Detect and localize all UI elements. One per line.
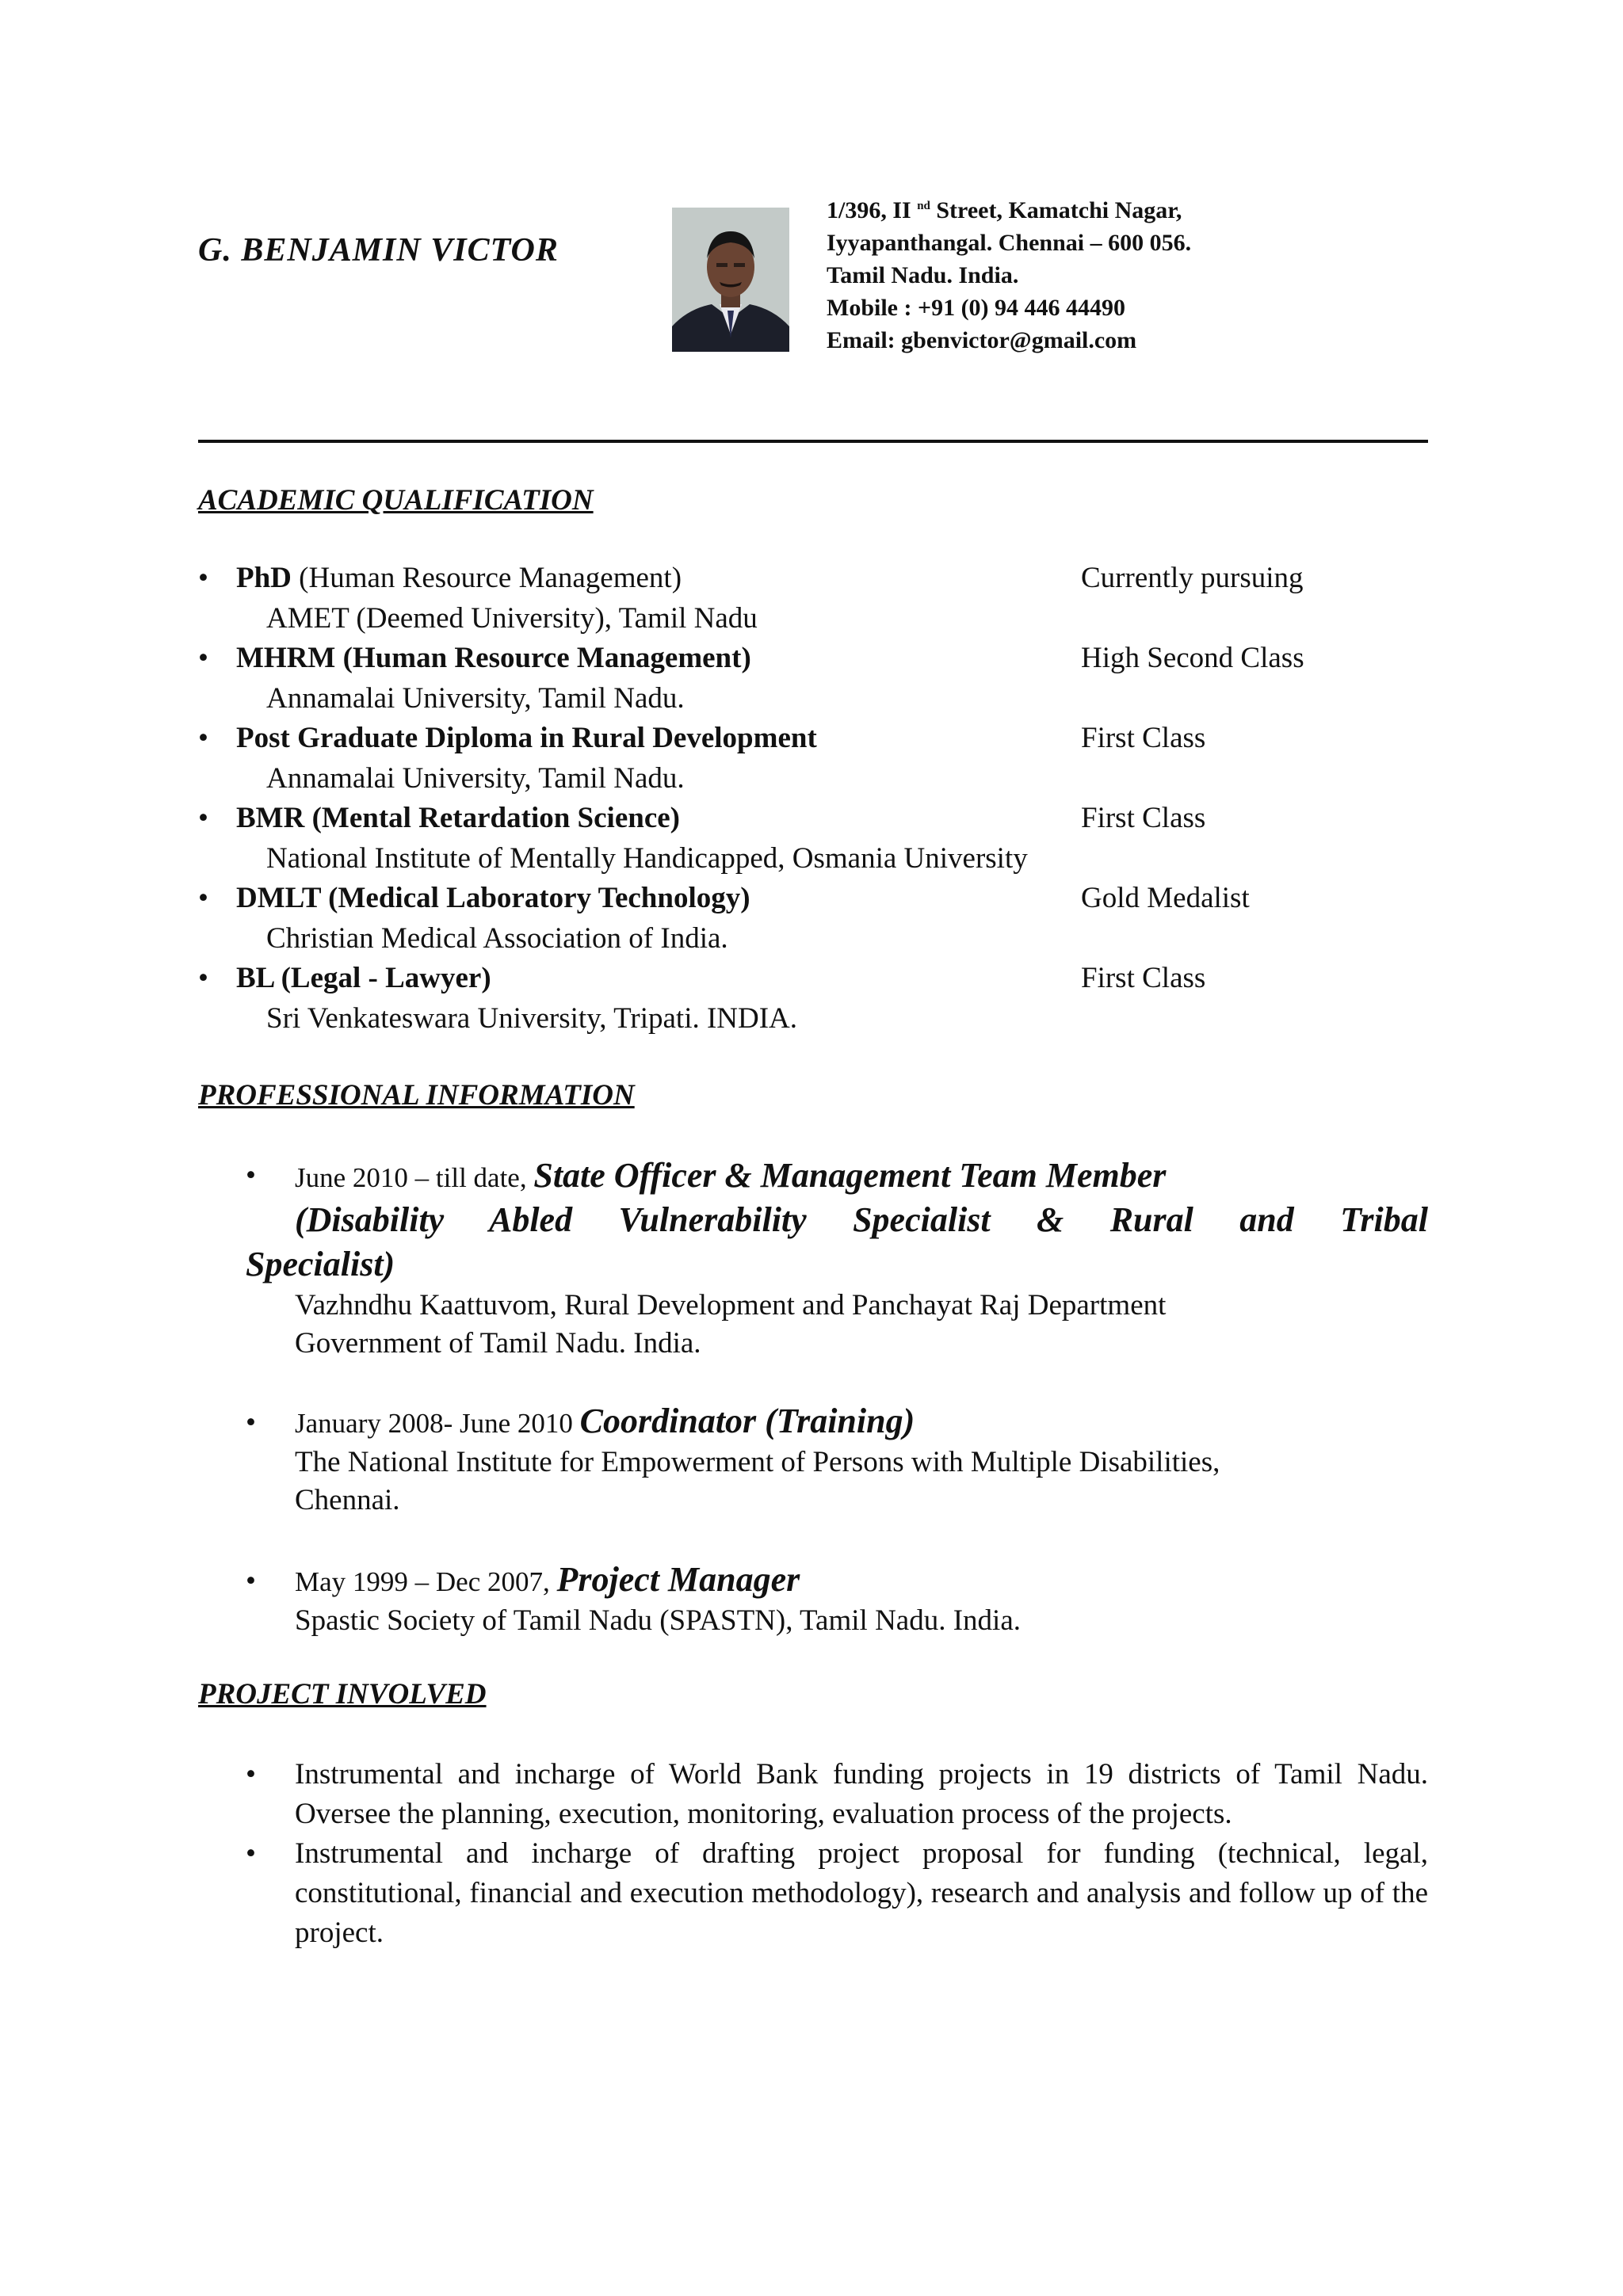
- bullet-icon: •: [246, 1406, 256, 1439]
- institution-name: Christian Medical Association of India.: [266, 921, 728, 955]
- academic-institution-row: [198, 759, 1434, 799]
- bullet-icon: •: [246, 1758, 256, 1791]
- email-address: Email: gbenvictor@gmail.com: [827, 327, 1137, 353]
- bullet-icon: •: [198, 882, 208, 914]
- academic-item: [198, 799, 1434, 839]
- job-entry: [246, 1559, 1428, 1646]
- academic-item: [198, 719, 1434, 759]
- academic-item: [198, 559, 1434, 599]
- degree-title: BMR (Mental Retardation Science): [236, 802, 681, 834]
- job-period: June 2010 – till date,: [295, 1162, 534, 1193]
- contact-block: [827, 190, 1191, 357]
- academic-list: [198, 559, 1434, 1039]
- project-item: [246, 1834, 1428, 1953]
- academic-institution-row: [198, 679, 1434, 719]
- address-line-2: Iyyapanthangal. Chennai – 600 056.: [827, 230, 1192, 256]
- bullet-icon: •: [246, 1159, 256, 1192]
- institution-name: AMET (Deemed University), Tamil Nadu: [266, 601, 758, 635]
- job-role: Coordinator (Training): [579, 1402, 915, 1440]
- portrait-image: [672, 208, 789, 352]
- bullet-icon: •: [198, 802, 208, 834]
- degree-title: PhD (Human Resource Management): [236, 562, 682, 594]
- address-line-3: Tamil Nadu. India.: [827, 262, 1019, 288]
- profile-photo: [672, 208, 789, 352]
- address-line-1: 1/396, II $^{nd}$ Street, Kamatchi Nagar,: [827, 197, 1182, 223]
- academic-heading: ACADEMIC QUALIFICATION: [198, 484, 594, 517]
- job-role: State Officer & Management Team Member: [533, 1156, 1167, 1195]
- job-organization: Government of Tamil Nadu. India.: [295, 1327, 701, 1360]
- job-organization: The National Institute for Empowerment of Persons with Multiple Disabilities,: [295, 1446, 1220, 1478]
- job-organization: Vazhndhu Kaattuvom, Rural Development and Panchayat Raj Department: [295, 1289, 1167, 1322]
- academic-institution-row: [198, 839, 1434, 879]
- project-item: [246, 1755, 1428, 1834]
- academic-item: [198, 639, 1434, 679]
- professional-heading: PROFESSIONAL INFORMATION: [198, 1079, 635, 1112]
- degree-grade: First Class: [1081, 722, 1206, 754]
- bullet-icon: •: [246, 1837, 256, 1870]
- bullet-icon: •: [198, 722, 208, 754]
- job-role-cont: (Disability Abled Vulnerability Specialist & Rural and Tribal: [295, 1200, 1428, 1239]
- job-entry: [246, 1155, 1428, 1361]
- academic-institution-row: [198, 919, 1434, 959]
- project-text: Instrumental and incharge of World Bank funding projects in 19 districts of Tamil Nadu. Oversee the planning, execution, monitoring, evaluation process of the projects.: [295, 1758, 1428, 1830]
- degree-title: DMLT (Medical Laboratory Technology): [236, 882, 750, 914]
- academic-institution-row: [198, 599, 1434, 639]
- job-role-cont: Specialist): [246, 1245, 395, 1283]
- academic-item: [198, 879, 1434, 919]
- degree-grade: First Class: [1081, 962, 1206, 994]
- job-organization: Spastic Society of Tamil Nadu (SPASTN), Tamil Nadu. India.: [295, 1604, 1021, 1637]
- bullet-icon: •: [246, 1565, 256, 1597]
- degree-grade: Currently pursuing: [1081, 562, 1304, 594]
- degree-grade: First Class: [1081, 802, 1206, 834]
- bullet-icon: •: [198, 962, 208, 994]
- job-period: January 2008- June 2010: [295, 1408, 580, 1439]
- institution-name: Annamalai University, Tamil Nadu.: [266, 681, 685, 715]
- degree-title: BL (Legal - Lawyer): [236, 962, 491, 994]
- academic-institution-row: [198, 999, 1434, 1039]
- project-text: Instrumental and incharge of drafting project proposal for funding (technical, legal, constitutional, financial and execution methodology), research and analysis and follow up of the project.: [295, 1837, 1428, 1949]
- bullet-icon: •: [198, 562, 208, 594]
- mobile-number: Mobile : +91 (0) 94 446 44490: [827, 295, 1126, 321]
- job-entry: [246, 1401, 1428, 1520]
- projects-heading: PROJECT INVOLVED: [198, 1678, 487, 1711]
- institution-name: National Institute of Mentally Handicapped, Osmania University: [266, 841, 1028, 875]
- project-list: [246, 1755, 1428, 1953]
- degree-title: MHRM (Human Resource Management): [236, 642, 751, 674]
- institution-name: Annamalai University, Tamil Nadu.: [266, 761, 685, 795]
- degree-grade: High Second Class: [1081, 642, 1304, 674]
- candidate-name: G. BENJAMIN VICTOR: [198, 232, 559, 269]
- job-period: May 1999 – Dec 2007,: [295, 1566, 557, 1597]
- job-role: Project Manager: [556, 1560, 800, 1599]
- degree-grade: Gold Medalist: [1081, 882, 1250, 914]
- institution-name: Sri Venkateswara University, Tripati. INDIA.: [266, 1001, 798, 1035]
- job-organization: Chennai.: [295, 1484, 400, 1516]
- header-divider: [198, 440, 1428, 443]
- academic-item: [198, 959, 1434, 999]
- bullet-icon: •: [198, 642, 208, 674]
- degree-title: Post Graduate Diploma in Rural Development: [236, 722, 817, 754]
